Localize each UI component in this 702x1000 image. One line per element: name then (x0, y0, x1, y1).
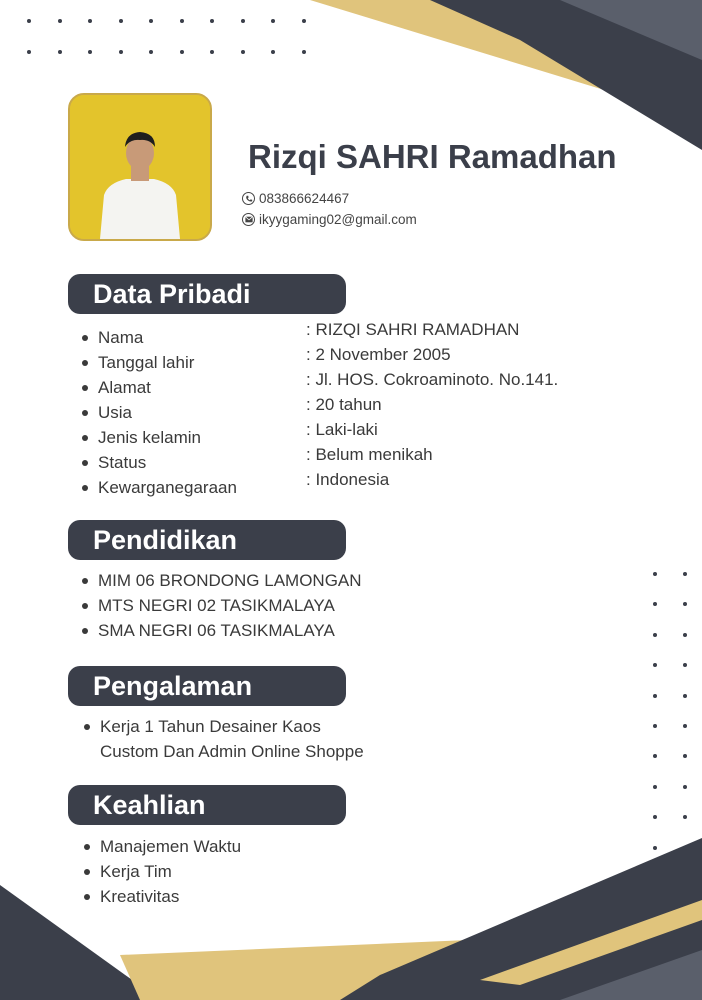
label-nationality: Kewarganegaraan (80, 475, 237, 500)
value-birthdate: : 2 November 2005 (306, 345, 451, 364)
value-status: : Belum menikah (306, 445, 433, 464)
decorative-dot (683, 846, 687, 850)
value-gender: : Laki-laki (306, 420, 378, 439)
phone-icon (242, 192, 255, 205)
decorative-dot (683, 724, 687, 728)
decorative-dot (653, 633, 657, 637)
experience-item (82, 714, 364, 764)
decorative-dot (119, 50, 123, 54)
decorative-dot (149, 19, 153, 23)
label-age: Usia (80, 400, 237, 425)
section-title-experience: Pengalaman (68, 666, 346, 706)
email-icon (242, 213, 255, 226)
value-age: : 20 tahun (306, 395, 382, 414)
decorative-dot (653, 724, 657, 728)
decorative-dot (302, 19, 306, 23)
phone-number: 083866624467 (259, 191, 350, 206)
decorative-dot (180, 50, 184, 54)
personal-values (306, 317, 558, 492)
value-address: : Jl. HOS. Cokroaminoto. No.141. (306, 370, 559, 389)
phone-contact (242, 191, 349, 206)
label-gender: Jenis kelamin (80, 425, 237, 450)
decorative-dot (210, 50, 214, 54)
education-item: MIM 06 BRONDONG LAMONGAN (80, 568, 362, 593)
decorative-dot (27, 19, 31, 23)
decorative-dot (271, 50, 275, 54)
person-illustration (70, 95, 210, 239)
value-nationality: : Indonesia (306, 470, 390, 489)
experience-line: Custom Dan Admin Online Shoppe (100, 742, 364, 761)
decorative-dot (241, 19, 245, 23)
section-title-education: Pendidikan (68, 520, 346, 560)
label-birthdate: Tanggal lahir (80, 350, 237, 375)
decorative-dot (653, 694, 657, 698)
decorative-dot (149, 50, 153, 54)
label-name: Nama (80, 325, 237, 350)
decorative-dot (27, 50, 31, 54)
decorative-dot (271, 19, 275, 23)
email-contact (242, 212, 417, 227)
skill-item: Kerja Tim (82, 859, 241, 884)
decorative-dot (88, 19, 92, 23)
decorative-dot (302, 50, 306, 54)
decorative-dot (119, 19, 123, 23)
education-item: SMA NEGRI 06 TASIKMALAYA (80, 618, 362, 643)
decorative-dot (653, 846, 657, 850)
label-address: Alamat (80, 375, 237, 400)
decorative-dot (683, 694, 687, 698)
value-name: : RIZQI SAHRI RAMADHAN (306, 320, 520, 339)
education-item: MTS NEGRI 02 TASIKMALAYA (80, 593, 362, 618)
decorative-dot (88, 50, 92, 54)
section-title-personal: Data Pribadi (68, 274, 346, 314)
decorative-dot (653, 785, 657, 789)
decorative-dot (683, 572, 687, 576)
profile-photo (68, 93, 212, 241)
decorative-dot (683, 633, 687, 637)
decorative-dot (58, 50, 62, 54)
decorative-dot (58, 19, 62, 23)
full-name: Rizqi SAHRI Ramadhan (248, 138, 617, 175)
label-status: Status (80, 450, 237, 475)
decorative-dot (180, 19, 184, 23)
decorative-dot (210, 19, 214, 23)
email-address: ikyygaming02@gmail.com (259, 212, 417, 227)
section-title-skills: Keahlian (68, 785, 346, 825)
skills-list (82, 834, 241, 909)
experience-line: Kerja 1 Tahun Desainer Kaos (100, 717, 321, 736)
decorative-dot (241, 50, 245, 54)
decorative-dot (683, 785, 687, 789)
skill-item: Manajemen Waktu (82, 834, 241, 859)
education-list (80, 568, 362, 643)
personal-labels (80, 325, 237, 500)
skill-item: Kreativitas (82, 884, 241, 909)
decorative-dot (653, 572, 657, 576)
